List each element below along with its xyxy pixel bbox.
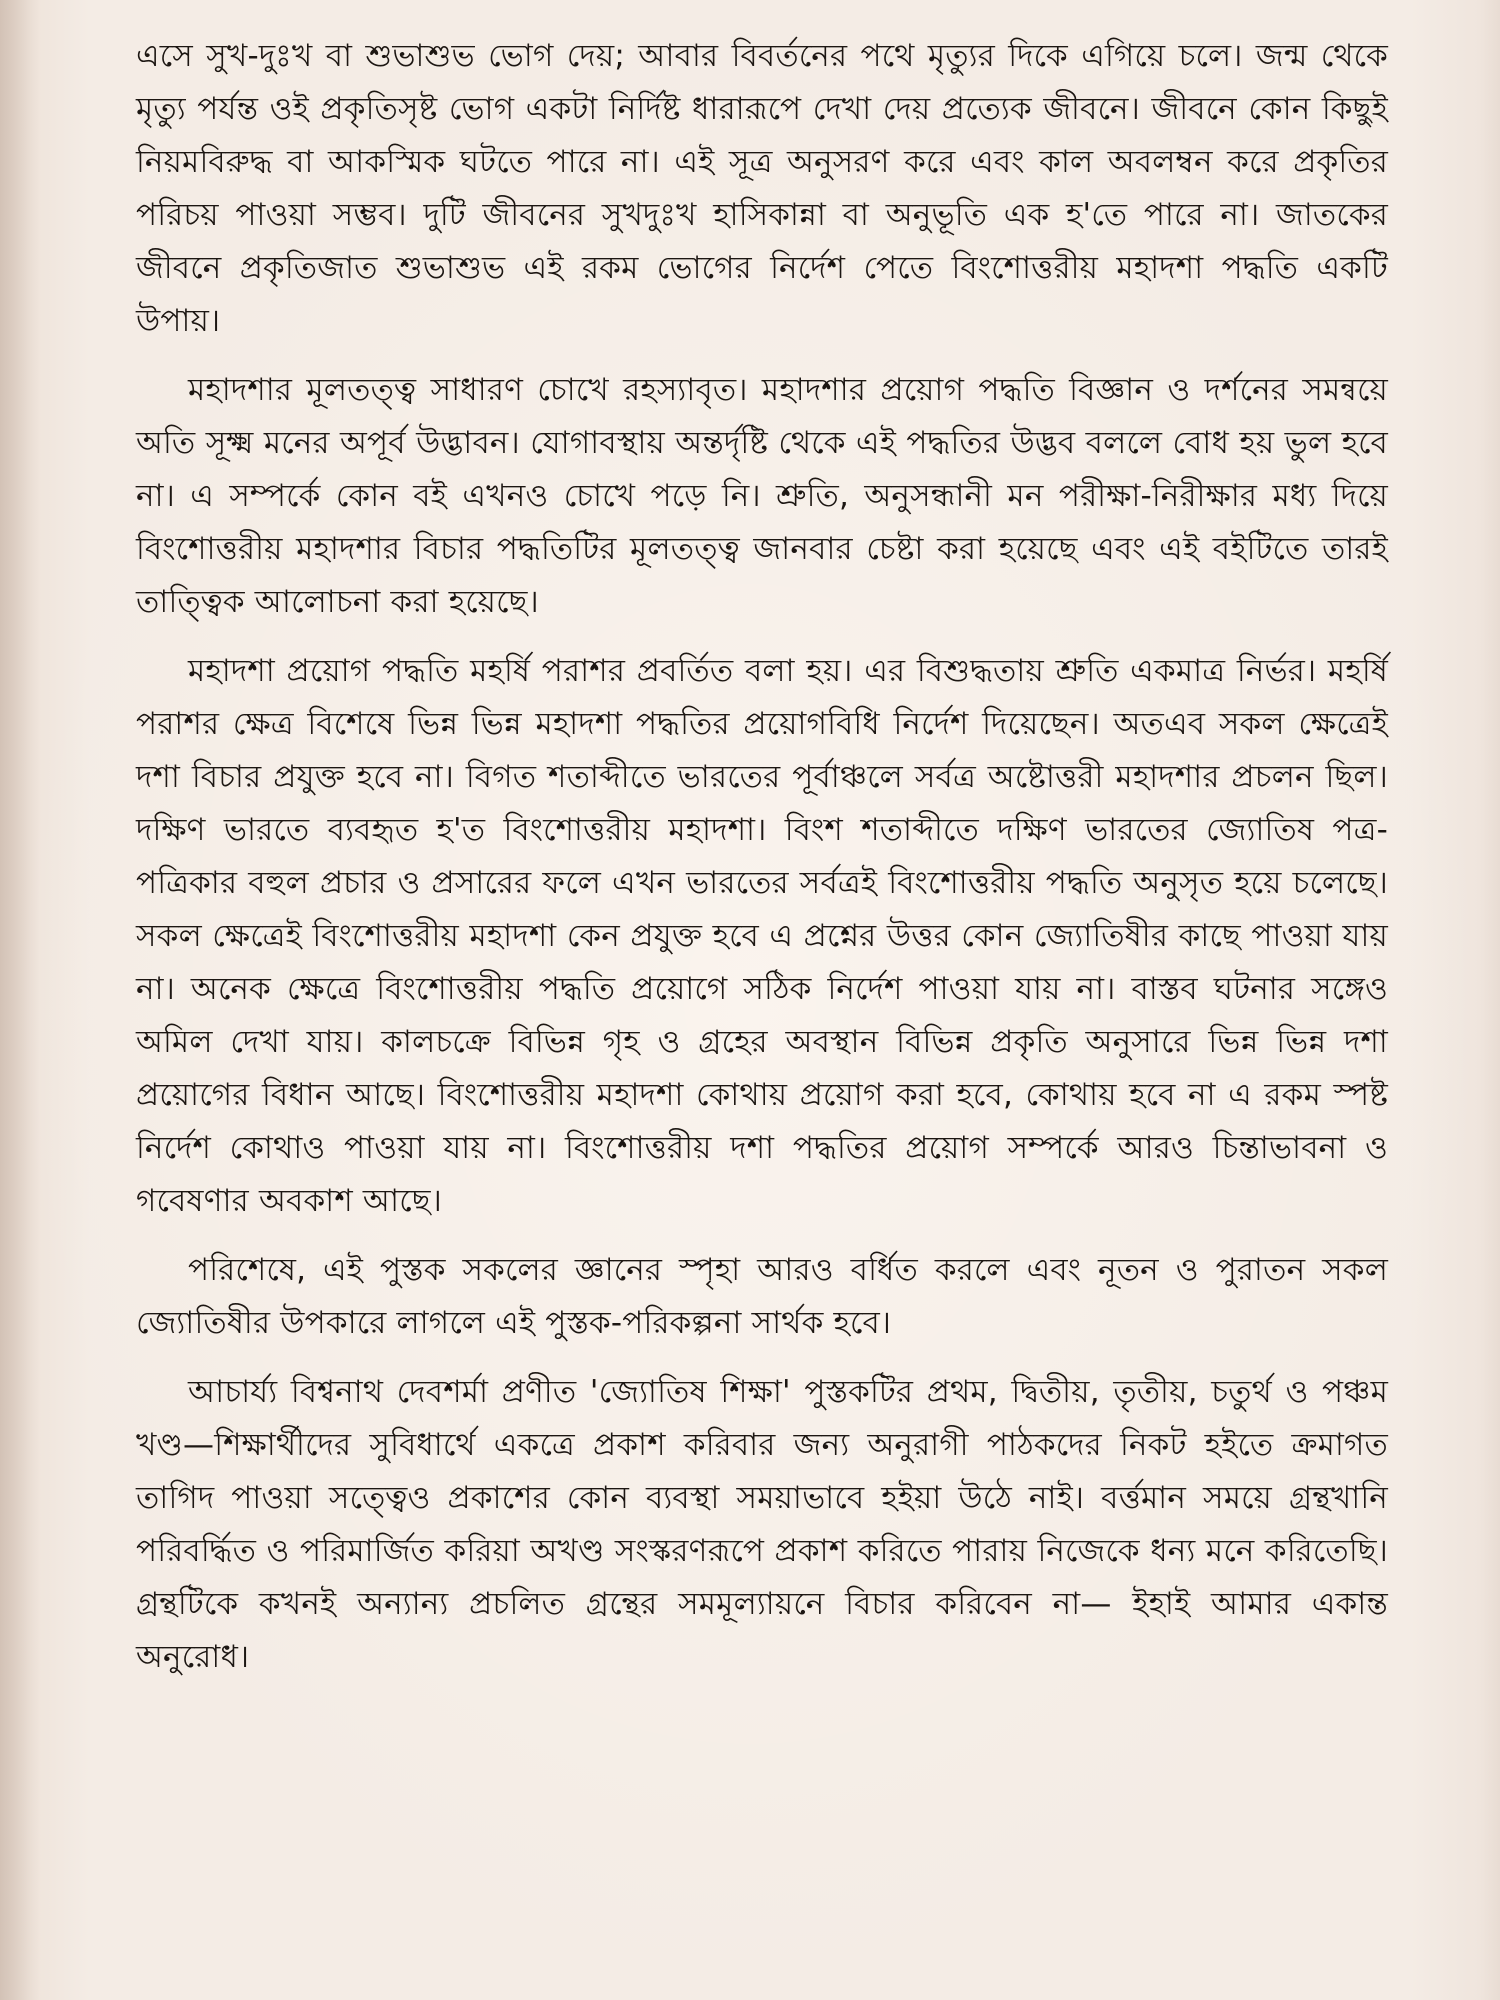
paragraph-3: মহাদশা প্রয়োগ পদ্ধতি মহর্ষি পরাশর প্রবর্তিত বলা হয়। এর বিশুদ্ধতায় শ্রুতি একমাত্র নির্ভর। মহর্ষি পরাশর ক্ষেত্র বিশেষে ভিন্ন ভিন্ন মহাদশা পদ্ধতির প্রয়োগবিধি নির্দেশ দিয়েছেন। অতএব সকল ক্ষেত্রেই দশা বিচার প্রযুক্ত হবে না। বিগত শতাব্দীতে ভারতের পূর্বাঞ্চলে সর্বত্র অষ্টোত্তরী মহাদশার প্রচলন ছিল। দক্ষিণ ভারতে ব্যবহৃত হ'ত বিংশোত্তরীয় মহাদশা। বিংশ শতাব্দীতে দক্ষিণ ভারতের জ্যোতিষ পত্র-পত্রিকার বহুল প্রচার ও প্রসারের ফলে এখন ভারতের সর্বত্রই বিংশোত্তরীয় পদ্ধতি অনুসৃত হয়ে চলেছে। সকল ক্ষেত্রেই বিংশোত্তরীয় মহাদশা কেন প্রযুক্ত হবে এ প্রশ্নের উত্তর কোন জ্যোতিষীর কাছে পাওয়া যায় না। অনেক ক্ষেত্রে বিংশোত্তরীয় পদ্ধতি প্রয়োগে সঠিক নির্দেশ পাওয়া যায় না। বাস্তব ঘটনার সঙ্গেও অমিল দেখা যায়। কালচক্রে বিভিন্ন গৃহ ও গ্রহের অবস্থান বিভিন্ন প্রকৃতি অনুসারে ভিন্ন ভিন্ন দশা প্রয়োগের বিধান আছে। বিংশোত্তরীয় মহাদশা কোথায় প্রয়োগ করা হবে, কোথায় হবে না এ রকম স্পষ্ট নির্দেশ কোথাও পাওয়া যায় না। বিংশোত্তরীয় দশা পদ্ধতির প্রয়োগ সম্পর্কে আরও চিন্তাভাবনা ও গবেষণার অবকাশ আছে।: [136, 653, 1388, 1219]
spine-shadow: [0, 0, 40, 2000]
paragraph-2: মহাদশার মূলতত্ত্ব সাধারণ চোখে রহস্যাবৃত। মহাদশার প্রয়োগ পদ্ধতি বিজ্ঞান ও দর্শনের সমন্বয়ে অতি সূক্ষ্ম মনের অপূর্ব উদ্ভাবন। যোগাবস্থায় অন্তর্দৃষ্টি থেকে এই পদ্ধতির উদ্ভব বললে বোধ হয় ভুল হবে না। এ সম্পর্কে কোন বই এখনও চোখে পড়ে নি। শ্রুতি, অনুসন্ধানী মন পরীক্ষা-নিরীক্ষার মধ্য দিয়ে বিংশোত্তরীয় মহাদশার বিচার পদ্ধতিটির মূলতত্ত্ব জানবার চেষ্টা করা হয়েছে এবং এই বইটিতে তারই তাত্ত্বিক আলোচনা করা হয়েছে।: [136, 372, 1388, 620]
paragraph-4: পরিশেষে, এই পুস্তক সকলের জ্ঞানের স্পৃহা আরও বর্ধিত করলে এবং নূতন ও পুরাতন সকল জ্যোতিষীর উপকারে লাগলে এই পুস্তক-পরিকল্পনা সার্থক হবে।: [136, 1252, 1388, 1341]
paragraph-5: আচার্য্য বিশ্বনাথ দেবশর্মা প্রণীত 'জ্যোতিষ শিক্ষা' পুস্তকটির প্রথম, দ্বিতীয়, তৃতীয়, চতুর্থ ও পঞ্চম খণ্ড—শিক্ষার্থীদের সুবিধার্থে একত্রে প্রকাশ করিবার জন্য অনুরাগী পাঠকদের নিকট হইতে ক্রমাগত তাগিদ পাওয়া সত্ত্বেও প্রকাশের কোন ব্যবস্থা সময়াভাবে হইয়া উঠে নাই। বর্ত্তমান সময়ে গ্রন্থখানি পরিবর্দ্ধিত ও পরিমার্জিত করিয়া অখণ্ড সংস্করণরূপে প্রকাশ করিতে পারায় নিজেকে ধন্য মনে করিতেছি। গ্রন্থটিকে কখনই অন্যান্য প্রচলিত গ্রন্থের সমমূল্যায়নে বিচার করিবেন না— ইহাই আমার একান্ত অনুরোধ।: [136, 1374, 1388, 1675]
body-text: [136, 30, 1388, 1700]
paragraph-1: এসে সুখ-দুঃখ বা শুভাশুভ ভোগ দেয়; আবার বিবর্তনের পথে মৃত্যুর দিকে এগিয়ে চলে। জন্ম থেকে মৃত্যু পর্যন্ত ওই প্রকৃতিসৃষ্ট ভোগ একটা নির্দিষ্ট ধারারূপে দেখা দেয় প্রত্যেক জীবনে। জীবনে কোন কিছুই নিয়মবিরুদ্ধ বা আকস্মিক ঘটতে পারে না। এই সূত্র অনুসরণ করে এবং কাল অবলম্বন করে প্রকৃতির পরিচয় পাওয়া সম্ভব। দুটি জীবনের সুখদুঃখ হাসিকান্না বা অনুভূতি এক হ'তে পারে না। জাতকের জীবনে প্রকৃতিজাত শুভাশুভ এই রকম ভোগের নির্দেশ পেতে বিংশোত্তরীয় মহাদশা পদ্ধতি একটি উপায়।: [136, 38, 1388, 339]
